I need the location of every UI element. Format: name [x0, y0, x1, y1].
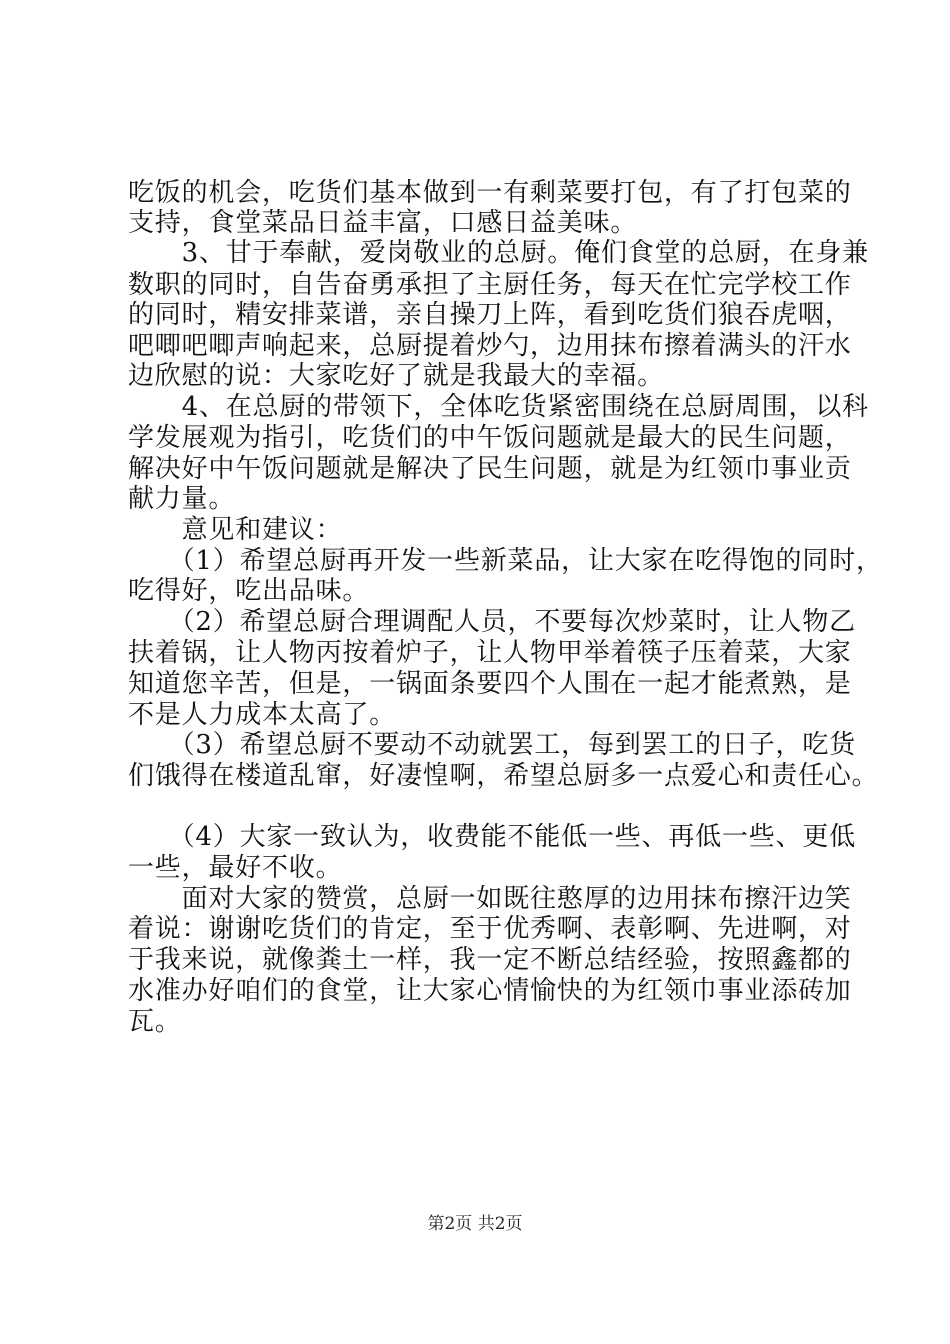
body-line: 4、在总厨的带领下，全体吃货紧密围绕在总厨周围，以科 — [128, 392, 869, 422]
body-line: 吃得好，吃出品味。 — [128, 576, 370, 606]
body-line: 献力量。 — [128, 484, 236, 514]
body-line: 于我来说，就像粪土一样，我一定不断总结经验，按照鑫都的 — [128, 945, 852, 975]
body-line: 一些，最好不收。 — [128, 853, 343, 883]
body-line: 吃饭的机会，吃货们基本做到一有剩菜要打包，有了打包菜的 — [128, 178, 852, 208]
body-line: 不是人力成本太高了。 — [128, 700, 397, 730]
body-line: 着说：谢谢吃货们的肯定，至于优秀啊、表彰啊、先进啊，对 — [128, 914, 852, 944]
body-line: 学发展观为指引，吃货们的中午饭问题就是最大的民生问题， — [128, 423, 852, 453]
body-line: 支持，食堂菜品日益丰富，口感日益美味。 — [128, 208, 638, 238]
body-line: 3、甘于奉献，爱岗敬业的总厨。俺们食堂的总厨，在身兼 — [128, 238, 869, 268]
body-line: 边欣慰的说：大家吃好了就是我最大的幸福。 — [128, 361, 665, 391]
body-line: （2）希望总厨合理调配人员，不要每次炒菜时，让人物乙 — [128, 607, 856, 637]
body-line: 的同时，精安排菜谱，亲自操刀上阵，看到吃货们狼吞虎咽， — [128, 300, 852, 330]
body-line: 面对大家的赞赏，总厨一如既往憨厚的边用抹布擦汗边笑 — [128, 884, 852, 914]
page-number-footer: 第2页 共2页 — [427, 1214, 523, 1234]
body-line: 水准办好咱们的食堂，让大家心情愉快的为红领巾事业添砖加 — [128, 976, 852, 1006]
body-line: 解决好中午饭问题就是解决了民生问题，就是为红领巾事业贡 — [128, 454, 852, 484]
body-line: 意见和建议： — [128, 515, 343, 545]
body-line: 瓦。 — [128, 1007, 182, 1037]
body-line: （3）希望总厨不要动不动就罢工，每到罢工的日子，吃货 — [128, 730, 856, 760]
body-line: 扶着锅，让人物丙按着炉子，让人物甲举着筷子压着菜，大家 — [128, 638, 852, 668]
body-line: （4）大家一致认为，收费能不能低一些、再低一些、更低 — [128, 822, 856, 852]
body-line: 知道您辛苦，但是，一锅面条要四个人围在一起才能煮熟，是 — [128, 669, 852, 699]
body-line: 数职的同时，自告奋勇承担了主厨任务，每天在忙完学校工作 — [128, 270, 852, 300]
body-line: （1）希望总厨再开发一些新菜品，让大家在吃得饱的同时， — [128, 546, 883, 576]
body-line: 吧唧吧唧声响起来，总厨提着炒勺，边用抹布擦着满头的汗水 — [128, 331, 852, 361]
body-line: 们饿得在楼道乱窜，好凄惶啊，希望总厨多一点爱心和责任心。 — [128, 761, 879, 791]
